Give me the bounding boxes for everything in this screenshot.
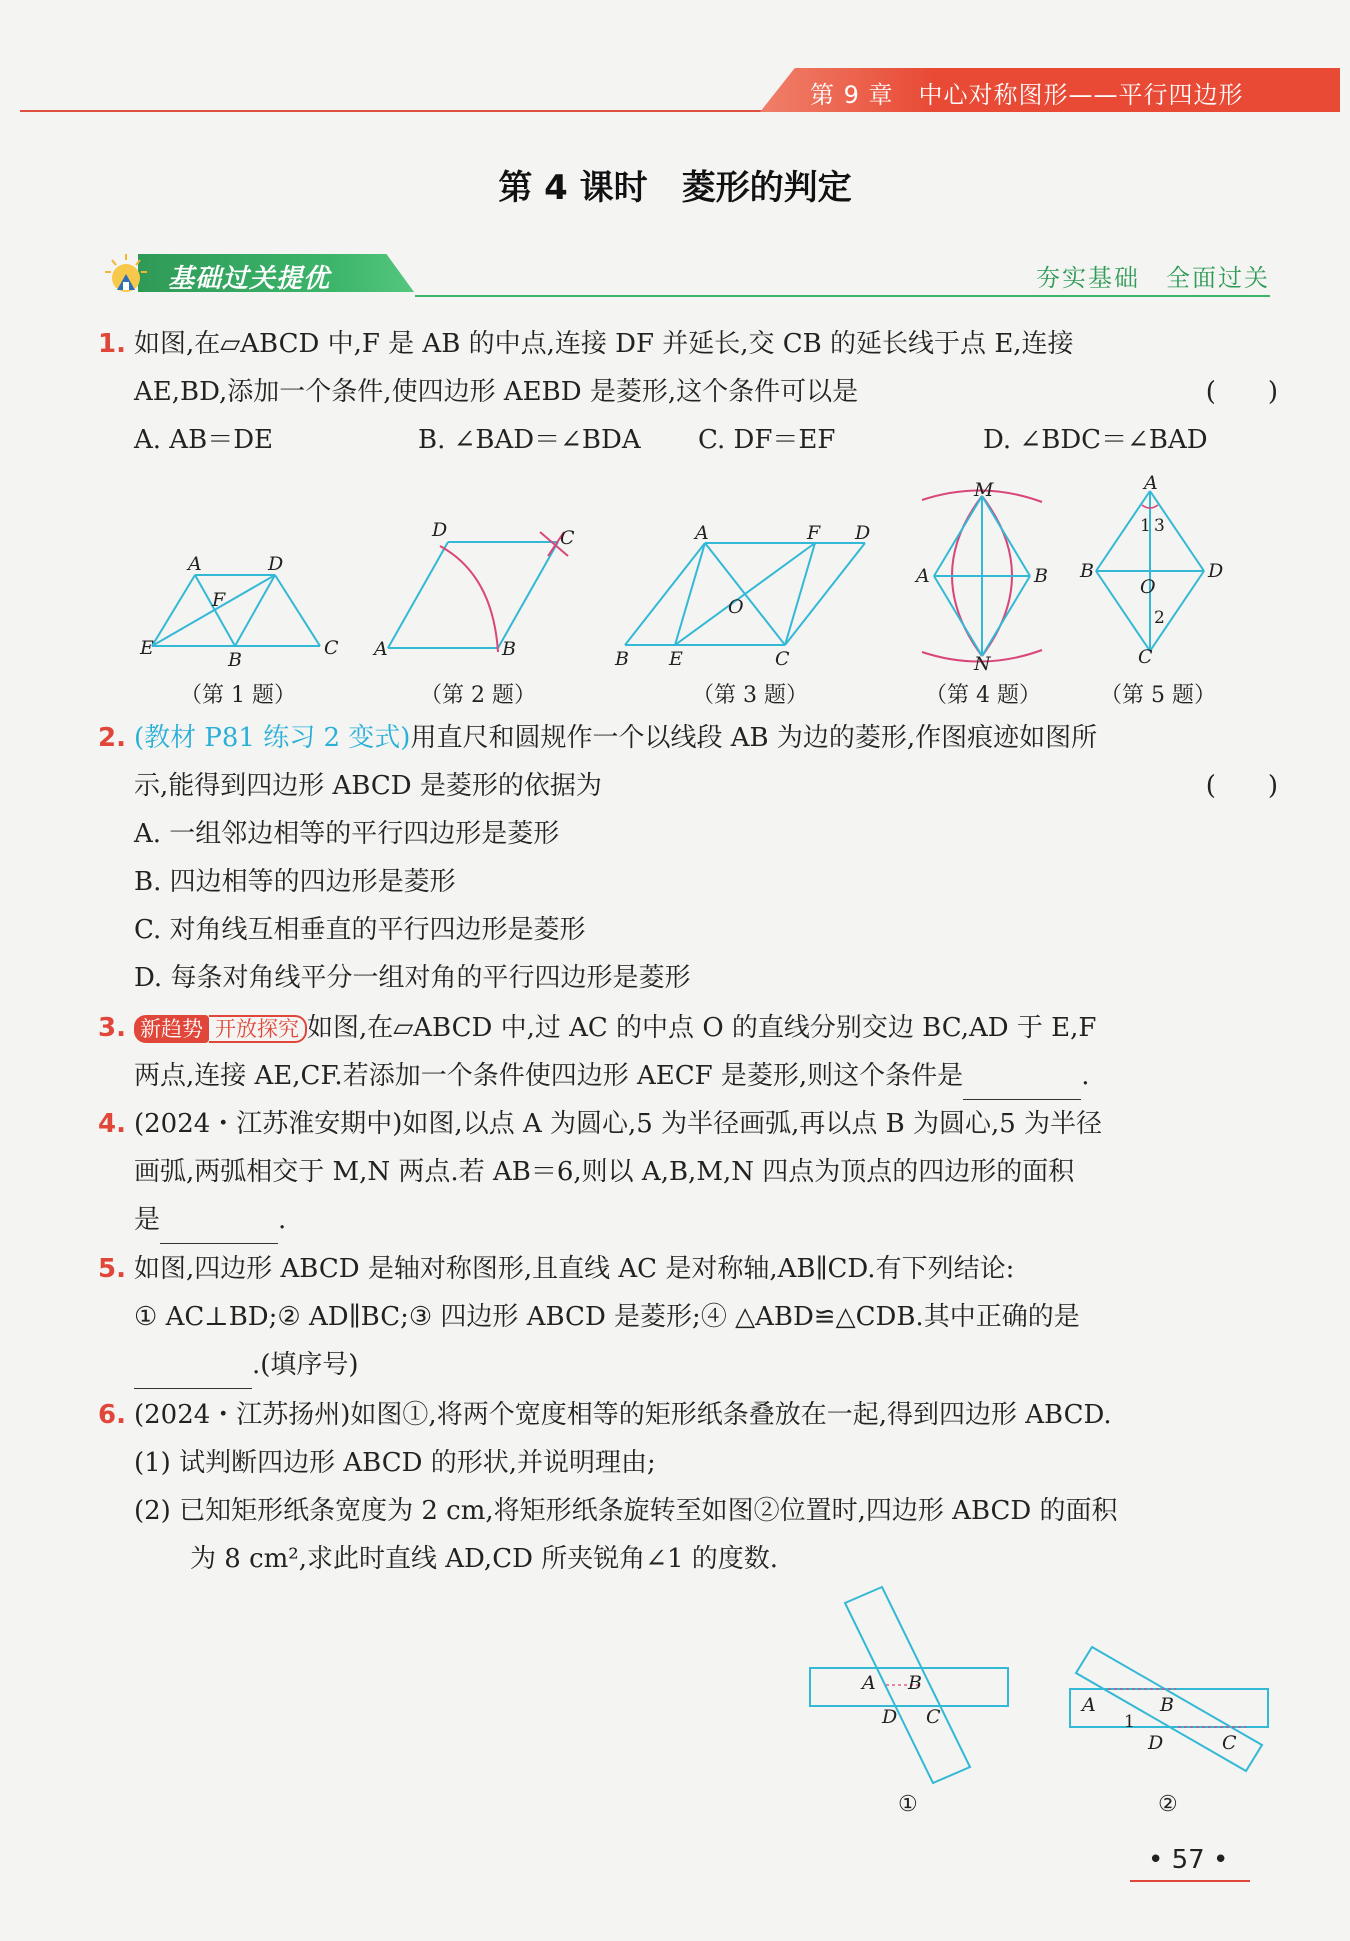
question-number: 1.: [98, 329, 126, 359]
svg-text:M: M: [974, 479, 994, 501]
figure-caption: （第 3 题）: [692, 683, 808, 708]
answer-blank[interactable]: [963, 1069, 1081, 1100]
svg-text:C: C: [926, 1706, 941, 1728]
svg-text:D: D: [268, 553, 284, 575]
svg-text:A: A: [188, 553, 202, 575]
svg-text:C: C: [1138, 646, 1153, 668]
open-explore-tag: 开放探究: [209, 1015, 307, 1043]
answer-blank[interactable]: [134, 1358, 252, 1389]
svg-text:1: 1: [1124, 1712, 1135, 1732]
figure-q6-1: [800, 1585, 1020, 1789]
lesson-title: 第 4 课时 菱形的判定: [498, 168, 852, 208]
period: .: [1081, 1061, 1090, 1091]
svg-text:A: A: [916, 565, 930, 587]
figure-caption: （第 2 题）: [420, 683, 536, 708]
option-b: B. 四边相等的四边形是菱形: [134, 867, 456, 897]
svg-text:A: A: [1082, 1694, 1096, 1716]
question-5: [98, 1245, 1278, 1389]
question-text: 画弧,两弧相交于 M,N 两点.若 AB＝6,则以 A,B,M,N 四点为顶点的四边形的面积: [134, 1157, 1075, 1187]
page-number: • 57 •: [1148, 1845, 1229, 1875]
page-number-underline: [1130, 1880, 1250, 1882]
svg-text:D: D: [882, 1706, 898, 1728]
option-c: C. 对角线互相垂直的平行四边形是菱形: [134, 915, 586, 945]
svg-text:D: D: [855, 522, 871, 544]
sub-question-2-cont: 为 8 cm²,求此时直线 AD,CD 所夹锐角∠1 的度数.: [190, 1544, 779, 1574]
chapter-title: 第 9 章 中心对称图形——平行四边形: [810, 81, 1244, 109]
figure-q1: [140, 550, 340, 674]
question-text: 如图,在▱ABCD 中,过 AC 的中点 O 的直线分别交边 BC,AD 于 E,F: [306, 1013, 1097, 1043]
option-a: A. 一组邻边相等的平行四边形是菱形: [134, 819, 560, 849]
question-text: .(填序号): [252, 1350, 359, 1380]
question-text: 示,能得到四边形 ABCD 是菱形的依据为: [134, 771, 602, 801]
options-row: [98, 416, 1278, 464]
svg-text:B: B: [502, 638, 516, 660]
option-d: D. ∠BDC＝∠BAD: [983, 425, 1208, 455]
period: .: [278, 1205, 287, 1235]
svg-text:C: C: [324, 637, 339, 659]
svg-text:D: D: [1148, 1732, 1164, 1754]
option-c: C. DF＝EF: [698, 425, 836, 455]
question-text: 两点,连接 AE,CF.若添加一个条件使四边形 AECF 是菱形,则这个条件是: [134, 1061, 964, 1091]
svg-text:B: B: [1080, 560, 1094, 582]
question-3: [98, 1004, 1278, 1100]
question-text: 用直尺和圆规作一个以线段 AB 为边的菱形,作图痕迹如图所: [410, 723, 1098, 753]
svg-text:O: O: [728, 596, 744, 618]
svg-text:A: A: [374, 638, 388, 660]
figure-caption: （第 5 题）: [1100, 683, 1216, 708]
question-text: AE,BD,添加一个条件,使四边形 AEBD 是菱形,这个条件可以是: [134, 377, 859, 407]
svg-text:A: A: [1144, 472, 1158, 494]
svg-text:3: 3: [1154, 516, 1165, 536]
svg-text:F: F: [212, 589, 226, 611]
figure-caption: （第 1 题）: [180, 683, 296, 708]
svg-text:D: D: [1208, 560, 1224, 582]
svg-text:E: E: [669, 648, 683, 670]
question-6: [98, 1391, 1278, 1583]
svg-text:B: B: [1034, 565, 1048, 587]
svg-text:E: E: [140, 637, 154, 659]
svg-text:C: C: [560, 527, 575, 549]
question-4: [98, 1100, 1278, 1244]
svg-text:C: C: [1222, 1732, 1237, 1754]
question-number: 6.: [98, 1400, 126, 1430]
figure-q3: [615, 522, 875, 679]
figure-q5: [1080, 472, 1230, 669]
option-a: A. AB＝DE: [134, 425, 274, 455]
lighthouse-icon: [100, 250, 152, 296]
question-number: 3.: [98, 1013, 126, 1043]
svg-text:F: F: [807, 522, 821, 544]
figure-label: ②: [1158, 1792, 1178, 1817]
svg-text:B: B: [908, 1672, 922, 1694]
banner-rule: [415, 295, 1270, 297]
option-d: D. 每条对角线平分一组对角的平行四边形是菱形: [134, 963, 691, 993]
svg-text:2: 2: [1154, 608, 1165, 628]
figure-q2: [368, 520, 578, 674]
question-2: [98, 714, 1278, 1002]
answer-blank[interactable]: [160, 1213, 278, 1244]
svg-text:D: D: [432, 519, 448, 541]
section-banner: [100, 250, 415, 296]
question-number: 5.: [98, 1254, 126, 1284]
svg-text:N: N: [974, 653, 991, 675]
svg-text:B: B: [615, 648, 629, 670]
section-motto: 夯实基础 全面过关: [1036, 264, 1270, 292]
question-text: 如图,四边形 ABCD 是轴对称图形,且直线 AC 是对称轴,AB∥CD.有下列结论:: [133, 1254, 1015, 1284]
question-text: ① AC⊥BD;② AD∥BC;③ 四边形 ABCD 是菱形;④ △ABD≌△CDB.其中正确的是: [134, 1302, 1080, 1332]
figure-q6-2: [1060, 1645, 1280, 1799]
svg-text:B: B: [1160, 1694, 1174, 1716]
answer-parentheses: ( ): [1205, 771, 1278, 801]
question-text: (2024・江苏扬州)如图①,将两个宽度相等的矩形纸条叠放在一起,得到四边形 ABCD.: [133, 1400, 1112, 1430]
question-number: 4.: [98, 1109, 126, 1139]
question-source: (教材 P81 练习 2 变式): [133, 723, 411, 753]
svg-text:C: C: [775, 648, 790, 670]
figure-label: ①: [898, 1792, 918, 1817]
question-text: 是: [134, 1205, 161, 1235]
figure-caption: （第 4 题）: [925, 683, 1041, 708]
option-b: B. ∠BAD＝∠BDA: [418, 425, 641, 455]
svg-text:O: O: [1140, 576, 1156, 598]
svg-text:B: B: [228, 649, 242, 671]
svg-text:1: 1: [1140, 516, 1151, 536]
question-number: 2.: [98, 723, 126, 753]
svg-text:A: A: [862, 1672, 876, 1694]
svg-text:A: A: [695, 522, 709, 544]
question-text: 如图,在▱ABCD 中,F 是 AB 的中点,连接 DF 并延长,交 CB 的延长线于点 E,连接: [133, 329, 1074, 359]
trend-tag: 新趋势: [134, 1015, 209, 1043]
figure-q4: [912, 480, 1062, 674]
sub-question-1: (1) 试判断四边形 ABCD 的形状,并说明理由;: [134, 1448, 656, 1478]
question-1: [98, 320, 1278, 464]
answer-parentheses: ( ): [1205, 377, 1278, 407]
banner-title: 基础过关提优: [168, 264, 331, 294]
question-text: (2024・江苏淮安期中)如图,以点 A 为圆心,5 为半径画弧,再以点 B 为圆心,5 为半径: [133, 1109, 1103, 1139]
sub-question-2: (2) 已知矩形纸条宽度为 2 cm,将矩形纸条旋转至如图②位置时,四边形 ABCD 的面积: [134, 1496, 1118, 1526]
